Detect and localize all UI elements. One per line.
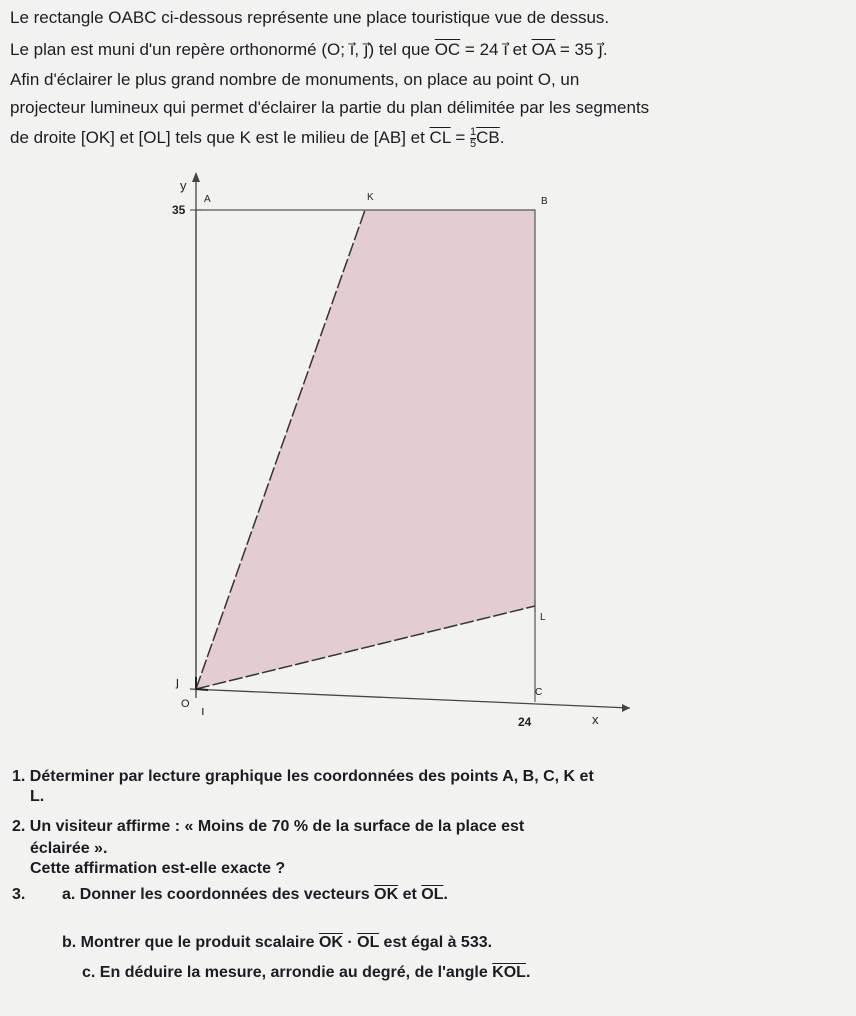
fraction-numerator: 1 (470, 126, 477, 139)
question-3c-text: En déduire la mesure, arrondie au degré, de l'angle (99, 964, 493, 981)
question-3a-label: a. (62, 886, 76, 903)
intro-line-3 (10, 66, 850, 94)
point-label-L: L (540, 612, 546, 623)
intro-text-5a: de droite [OK] et [OL] tels que K est le milieu de [AB] et (10, 128, 430, 147)
question-3c-label: c. (82, 964, 96, 981)
point-label-A: A (204, 194, 211, 205)
question-3-number: 3. (12, 886, 26, 903)
question-3c (82, 962, 530, 984)
vector-OK-b: $\overline{OK}$ (318, 934, 343, 951)
question-3b (62, 932, 492, 954)
y-axis-arrow (192, 172, 200, 182)
intro-text-2b: = 24 ı⃗ et (460, 40, 532, 59)
y-tick-label: 35 (172, 203, 186, 217)
question-3b-end: est égal à 533. (379, 934, 493, 951)
y-axis-label: y (180, 178, 187, 193)
intro-line-5 (10, 124, 850, 152)
question-3a-mid: et (398, 886, 422, 903)
vector-OA: $\overline{OA}$ (531, 40, 556, 59)
question-1-text-2: L. (30, 788, 45, 805)
figure-svg (150, 168, 640, 748)
x-tick-label: 24 (518, 715, 532, 729)
intro-text-5c: . (499, 128, 505, 147)
question-3 (12, 884, 25, 906)
fraction-denominator: 5 (470, 138, 477, 151)
question-3b-label: b. (62, 934, 77, 951)
point-label-O: O (181, 698, 190, 710)
question-3b-text: Montrer que le produit scalaire (80, 934, 319, 951)
vector-OK: $\overline{OK}$ (374, 886, 399, 903)
unit-label-i: ı (201, 703, 205, 718)
question-2-ask (30, 858, 285, 880)
question-2-text-a: Un visiteur affirme : « Moins de 70 % de la surface de la place est (29, 818, 525, 835)
intro-text-2a: Le plan est muni d'un repère orthonormé (O; ı⃗, ȷ⃗) tel que (10, 40, 435, 59)
vector-OL-b: $\overline{OL}$ (357, 934, 380, 951)
intro-line-4 (10, 94, 850, 122)
question-3a (62, 884, 448, 906)
x-axis-arrow (622, 704, 630, 712)
question-1-text: Déterminer par lecture graphique les coordonnées des points A, B, C, K et (29, 768, 594, 785)
intro-line-1 (10, 4, 850, 32)
point-label-B: B (541, 196, 548, 207)
intro-text-5b: = (450, 128, 471, 147)
question-3a-text: Donner les coordonnées des vecteurs (79, 886, 375, 903)
intro-text-1: Le rectangle OABC ci-dessous représente une place touristique vue de dessus. (10, 8, 610, 27)
vector-OC: $\overline{OC}$ (434, 40, 461, 59)
question-1-number: 1. (12, 768, 26, 785)
angle-KOL: $\overline{KOL}$ (492, 964, 526, 981)
question-1-cont (30, 786, 44, 808)
question-2-text-c: Cette affirmation est-elle exacte ? (30, 860, 286, 877)
vector-CB: $\overline{CB}$ (476, 128, 500, 147)
figure (150, 168, 640, 748)
vector-OL: $\overline{OL}$ (421, 886, 444, 903)
dot-operator: · (342, 934, 358, 951)
question-2-text-b: éclairée ». (30, 840, 108, 857)
unit-vector-i (196, 689, 208, 690)
lit-region (196, 210, 535, 689)
question-2-cont (30, 838, 107, 860)
question-3a-end: . (443, 886, 448, 903)
point-label-K: K (367, 192, 374, 203)
point-label-C: C (535, 687, 543, 698)
question-2-number: 2. (12, 818, 26, 835)
intro-line-2 (10, 36, 850, 64)
unit-label-j: ȷ (176, 674, 179, 689)
intro-text-2c: = 35 ȷ⃗. (555, 40, 608, 59)
question-3c-end: . (525, 964, 531, 981)
x-axis (190, 689, 630, 708)
question-2 (12, 816, 524, 838)
vector-CL: $\overline{CL}$ (429, 128, 451, 147)
question-1 (12, 766, 594, 788)
x-axis-label: x (592, 712, 599, 727)
intro-text-4: projecteur lumineux qui permet d'éclairer la partie du plan délimitée par les segments (10, 98, 650, 117)
intro-text-3: Afin d'éclairer le plus grand nombre de monuments, on place au point O, un (10, 70, 580, 89)
